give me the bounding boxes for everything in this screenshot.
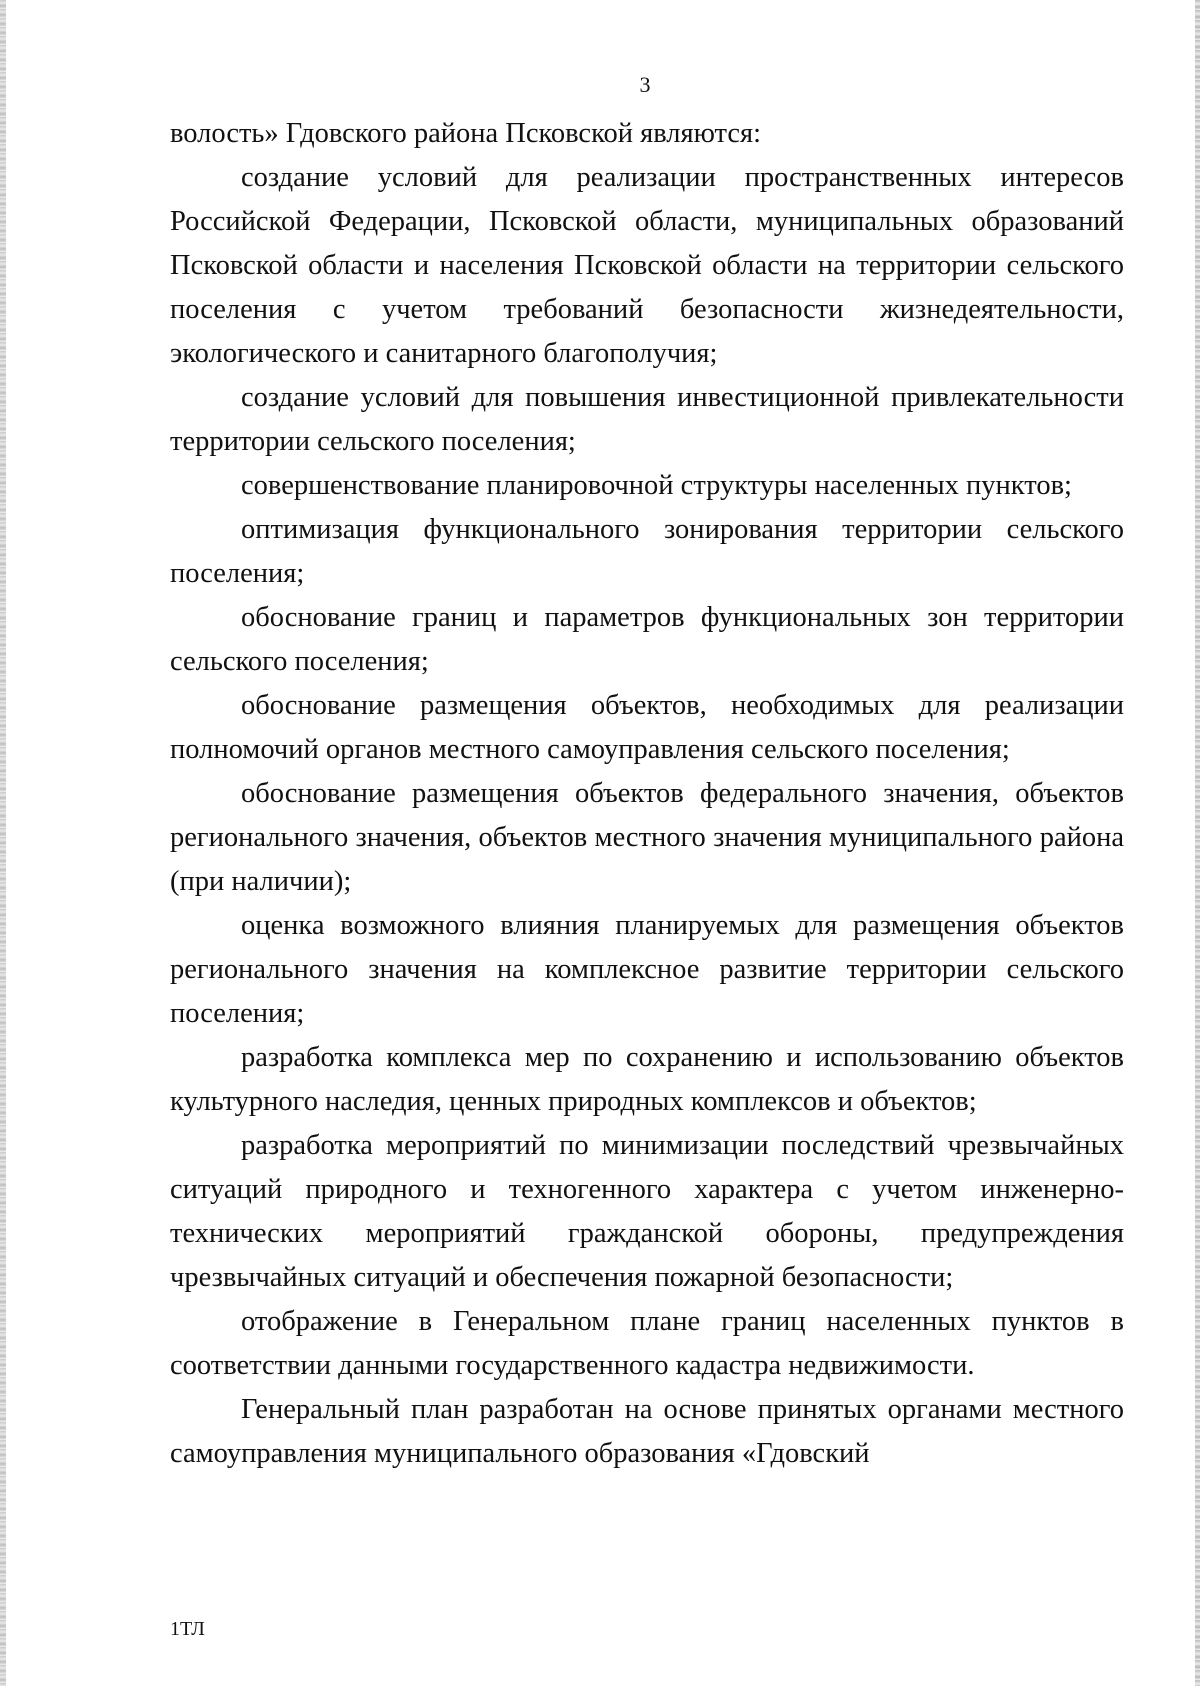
footer-code: 1ТЛ <box>170 1618 205 1640</box>
paragraph: Генеральный план разработан на основе принятых органами местного самоуправления муниципального образования «Гдовский <box>170 1394 1124 1469</box>
paragraph: обоснование размещения объектов, необходимых для реализации полномочий органов местного самоуправления сельского поселения; <box>170 690 1124 765</box>
paragraph: создание условий для реализации пространственных интересов Российской Федерации, Псковской области, муниципальных образований Псковской области и населения Псковской области на территории сельского поселения с учетом требований безопасности жизнедеятельности, экологического и санитарного благополучия; <box>170 162 1124 369</box>
paragraph: разработка мероприятий по минимизации последствий чрезвычайных ситуаций природного и техногенного характера с учетом инженерно-технических мероприятий гражданской обороны, предупреждения чрезвычайных ситуаций и обеспечения пожарной безопасности; <box>170 1130 1124 1293</box>
paragraph: оптимизация функционального зонирования территории сельского поселения; <box>170 514 1124 589</box>
paragraph: создание условий для повышения инвестиционной привлекательности территории сельского поселения; <box>170 382 1124 457</box>
paragraph: обоснование границ и параметров функциональных зон территории сельского поселения; <box>170 602 1124 677</box>
paragraph: совершенствование планировочной структуры населенных пунктов; <box>241 470 1072 501</box>
paragraph: обоснование размещения объектов федерального значения, объектов регионального значения, объектов местного значения муниципального района (при наличии); <box>170 778 1124 897</box>
paragraph: отображение в Генеральном плане границ населенных пунктов в соответствии данными государственного кадастра недвижимости. <box>170 1306 1124 1381</box>
paragraph: оценка возможного влияния планируемых для размещения объектов регионального значения на комплексное развитие территории сельского поселения; <box>170 910 1124 1029</box>
scan-edge-left <box>0 0 6 1686</box>
paragraph: разработка комплекса мер по сохранению и использованию объектов культурного наследия, ценных природных комплексов и объектов; <box>170 1042 1124 1117</box>
page-number: 3 <box>639 72 651 97</box>
paragraph: волость» Гдовского района Псковской являются: <box>170 118 762 149</box>
document-body <box>170 112 1124 1476</box>
scan-edge-right <box>1195 0 1200 1686</box>
